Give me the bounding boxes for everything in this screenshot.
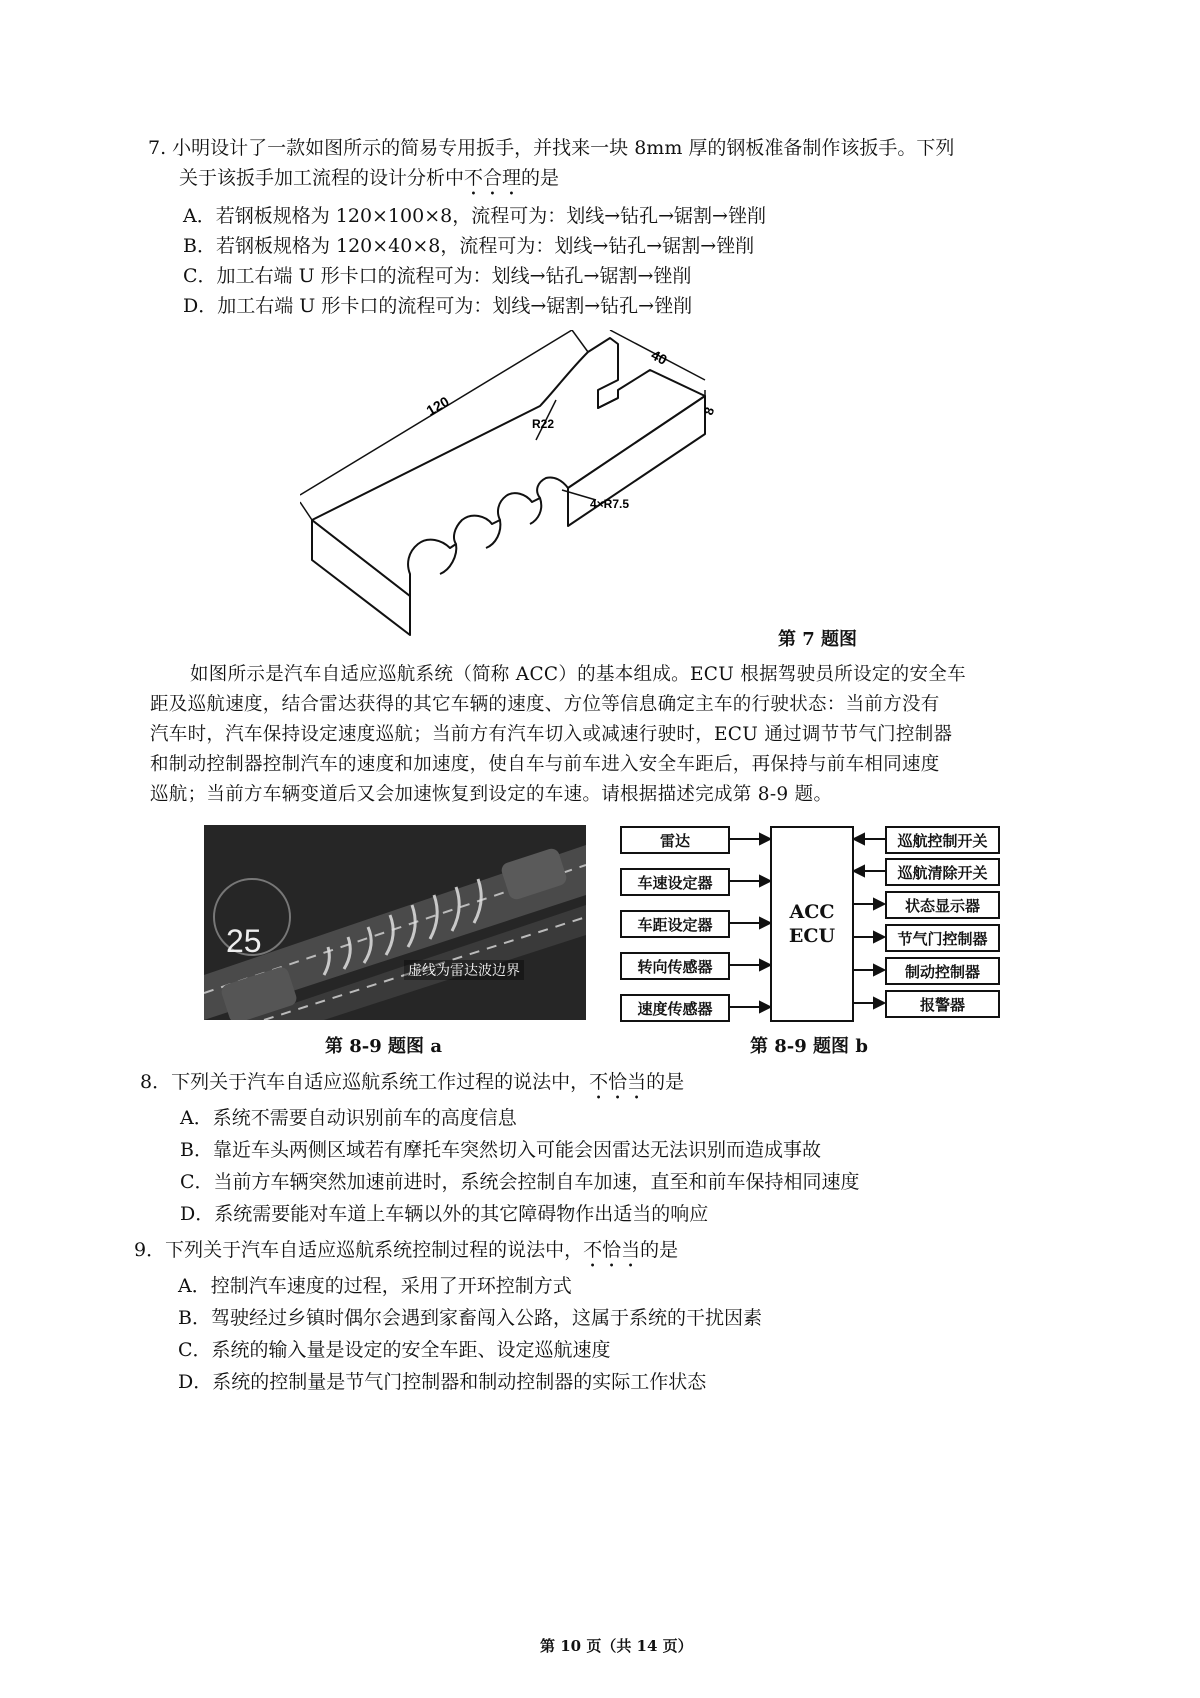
radar-photo [204,825,586,1020]
block-steering-sensor: 转向传感器 [620,952,730,980]
q8-emphasis: 不恰当 [589,1071,647,1093]
q8-stem-tail: 的是 [646,1071,685,1093]
q8-option-b: B．靠近车头两侧区域若有摩托车突然切入可能会因雷达无法识别而造成事故 [180,1139,821,1161]
block-speed-setter: 车速设定器 [620,868,730,896]
q8-option-d: D．系统需要能对车道上车辆以外的其它障碍物作出适当的响应 [180,1203,709,1225]
page-number: 第 10 页（共 14 页） [540,1637,693,1655]
q9-emphasis: 不恰当 [583,1239,641,1261]
q7-option-a: A．若钢板规格为 120×100×8，流程可为：划线→钻孔→锯割→锉削 [183,205,766,227]
q9-option-d: D．系统的控制量是节气门控制器和制动控制器的实际工作状态 [178,1371,707,1393]
block-throttle-controller: 节气门控制器 [885,924,1000,952]
radar-overlay-text: 虚线为雷达波边界 [404,960,524,980]
q9-stem-tail: 的是 [640,1239,679,1261]
ecu-label-2: ECU [788,925,836,947]
q7-stem-text: 关于该扳手加工流程的设计分析中 [179,167,465,189]
block-radar: 雷达 [620,826,730,854]
fig89a-caption: 第 8-9 题图 a [325,1036,442,1057]
q9-stem-text: 9．下列关于汽车自适应巡航系统控制过程的说法中， [134,1239,584,1261]
q9-stem [134,1236,678,1272]
ecu-label-1: ACC [789,901,835,923]
fig89b-caption: 第 8-9 题图 b [750,1036,868,1057]
radius-label: R22 [532,417,555,431]
q8-stem-text: 8．下列关于汽车自适应巡航系统工作过程的说法中， [140,1071,590,1093]
intro-line-4: 和制动控制器控制汽车的速度和加速度，使自车与前车进入安全车距后，再保持与前车相同速度 [150,754,940,775]
block-acc-ecu [770,826,854,1022]
intro-line-5: 巡航；当前方车辆变道后又会加速恢复到设定的车速。请根据描述完成第 8-9 题。 [150,784,833,805]
block-distance-setter: 车距设定器 [620,910,730,938]
block-brake-controller: 制动控制器 [885,957,1000,985]
block-cruise-clear-switch: 巡航清除开关 [885,858,1000,886]
holes-label: 4×R7.5 [590,497,630,511]
q8-stem [140,1068,684,1104]
fig7-caption: 第 7 题图 [778,629,858,650]
block-alarm: 报警器 [885,990,1000,1018]
q7-emphasis: 不合理 [464,167,522,189]
q7-option-b: B．若钢板规格为 120×40×8，流程可为：划线→钻孔→锯割→锉削 [183,235,755,257]
q9-option-c: C．系统的输入量是设定的安全车距、设定巡航速度 [178,1339,611,1361]
block-speed-sensor: 速度传感器 [620,994,730,1022]
dim-width-label: 40 [648,346,670,368]
dim-length-label: 120 [423,393,452,419]
intro-line-1: 如图所示是汽车自适应巡航系统（简称 ACC）的基本组成。ECU 根据驾驶员所设定的安全车 [190,664,966,685]
q8-option-c: C．当前方车辆突然加速前进时，系统会控制自车加速，直至和前车保持相同速度 [180,1171,860,1193]
q9-option-a: A．控制汽车速度的过程，采用了开环控制方式 [178,1275,572,1297]
speed-readout: 25 [226,923,262,959]
intro-line-3: 汽车时，汽车保持设定速度巡航；当前方有汽车切入或减速行驶时，ECU 通过调节节气门控制器 [150,724,953,745]
q7-stem-line1: 7. 小明设计了一款如图所示的简易专用扳手，并找来一块 8mm 厚的钢板准备制作该扳手。下列 [148,137,955,159]
q7-stem-line2 [179,164,559,200]
dim-thickness-label: 8 [700,405,718,418]
q7-option-c: C．加工右端 U 形卡口的流程可为：划线→钻孔→锯割→锉削 [183,265,692,287]
q7-stem-tail: 的是 [521,167,560,189]
q7-option-d: D．加工右端 U 形卡口的流程可为：划线→锯割→钻孔→锉削 [183,295,693,317]
block-cruise-switch: 巡航控制开关 [885,826,1000,854]
wrench-figure [300,330,770,650]
intro-line-2: 距及巡航速度，结合雷达获得的其它车辆的速度、方位等信息确定主车的行驶状态：当前方没有 [150,694,940,715]
block-status-display: 状态显示器 [885,891,1000,919]
q8-option-a: A．系统不需要自动识别前车的高度信息 [180,1107,517,1129]
q9-option-b: B．驾驶经过乡镇时偶尔会遇到家畜闯入公路，这属于系统的干扰因素 [178,1307,762,1329]
